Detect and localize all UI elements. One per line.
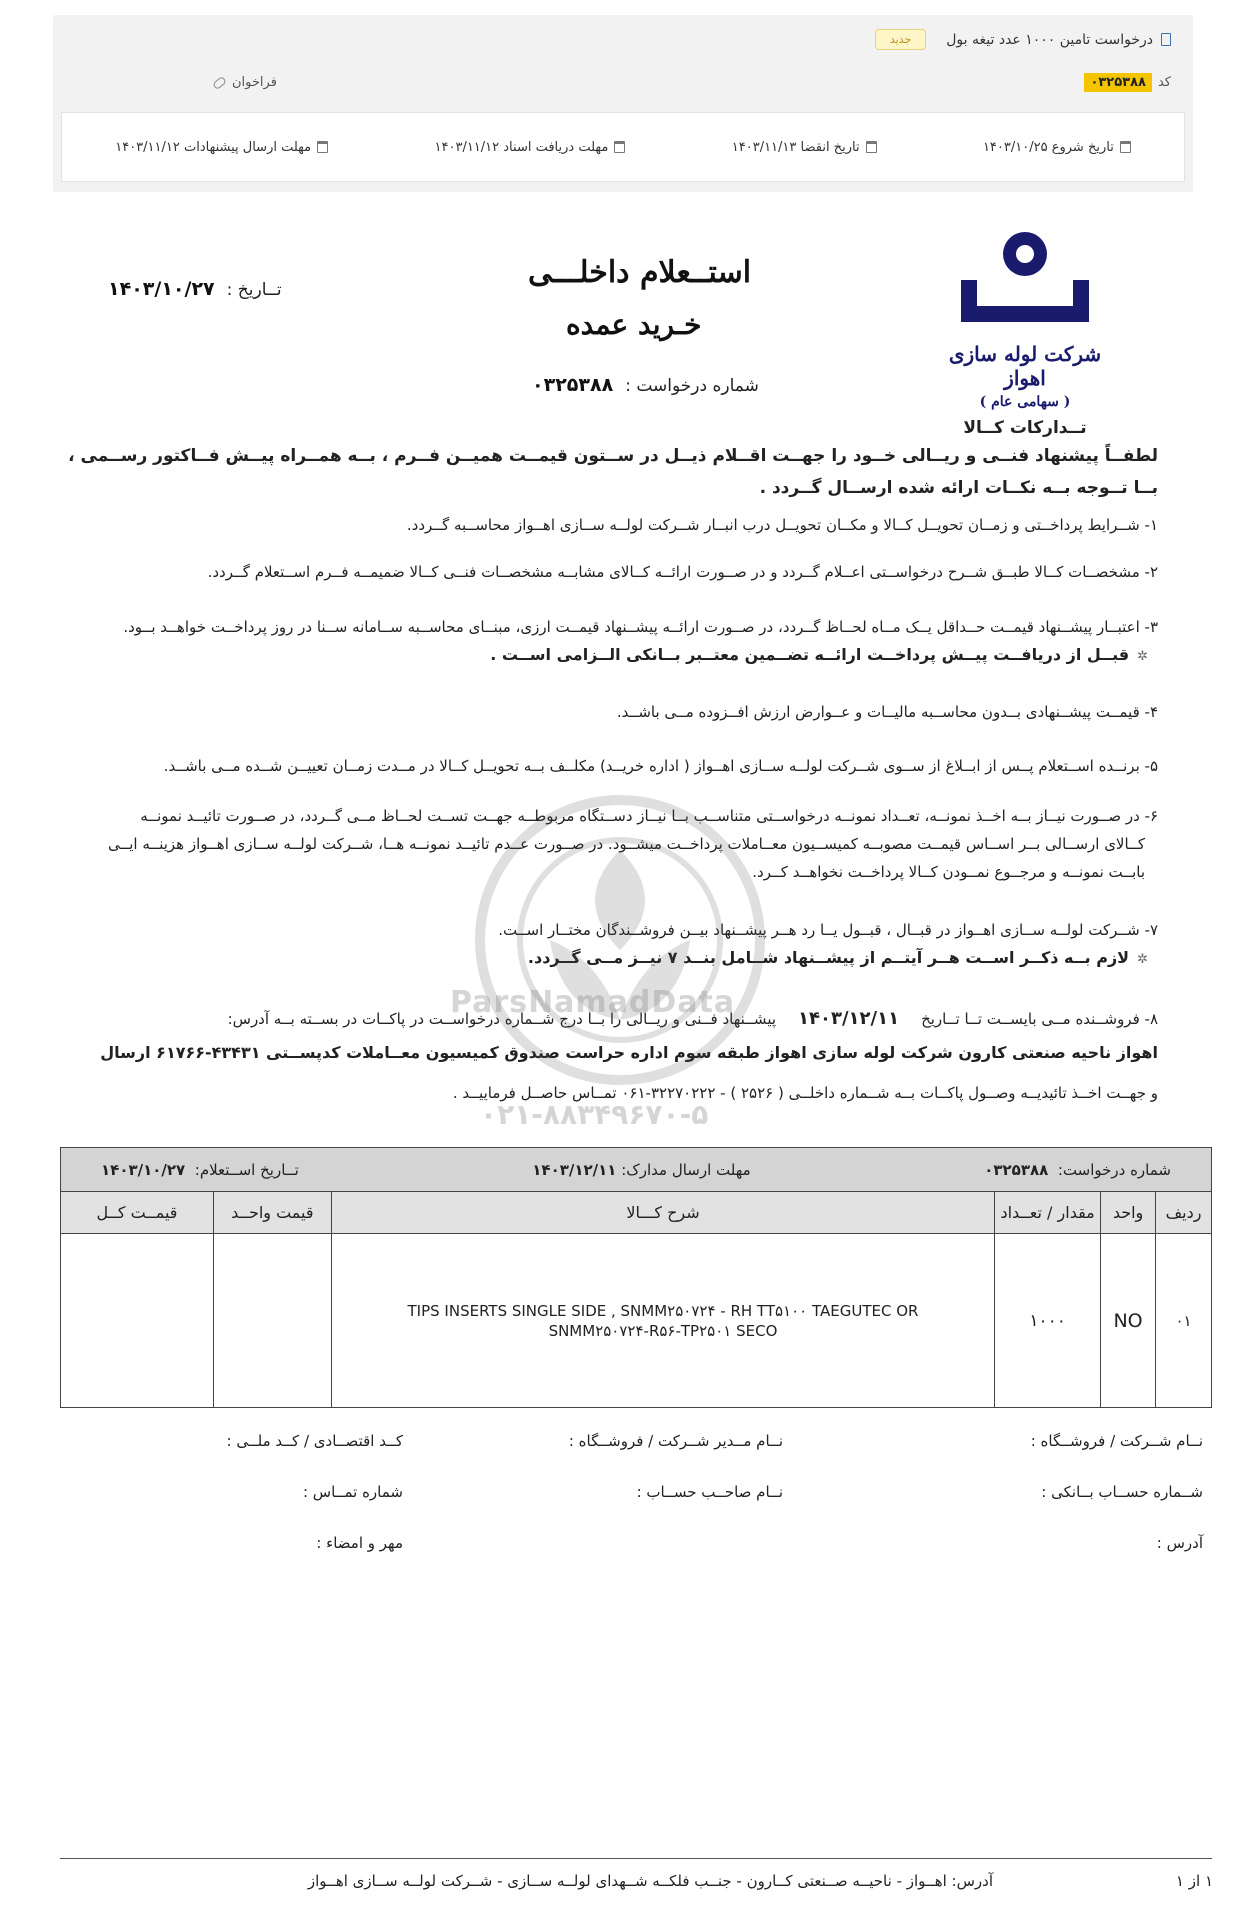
- cell-qty: ۱۰۰۰: [995, 1234, 1101, 1408]
- field-seal: مهر و امضاء :: [316, 1534, 403, 1552]
- field-account-holder: نــام صاحــب حســاب :: [636, 1483, 783, 1501]
- letter-date: [108, 278, 282, 300]
- col-row: ردیف: [1156, 1192, 1212, 1234]
- condition-8-line-3: و جهــت اخــذ تائیدیــه وصــول پاکــات بــه شــماره داخلــی ( ۲۵۲۶ ) - ۳۲۲۷۰۲۲۲-۰۶۱ تمــاس حاصــل فرماییــد .: [452, 1084, 1158, 1102]
- expire-date-text: تاریخ انقضا ۱۴۰۳/۱۱/۱۳: [731, 139, 860, 155]
- new-badge: جدید: [875, 29, 926, 50]
- start-date-text: تاریخ شروع ۱۴۰۳/۱۰/۲۵: [982, 139, 1114, 155]
- table-row: [61, 1234, 1212, 1408]
- watermark-text: ParsNamadData: [450, 985, 736, 1020]
- bullet-icon: ✲: [1137, 952, 1148, 967]
- col-unit-price: قیمت واحــد: [213, 1192, 331, 1234]
- condition-8-text-a: ۸- فروشــنده مــی بایســت تــا تــاریخ: [921, 1010, 1158, 1028]
- cell-unit: NO: [1101, 1234, 1156, 1408]
- request-number: [532, 374, 759, 396]
- footer-divider: [60, 1858, 1212, 1859]
- field-econ-code: کــد اقتصــادی / کــد ملــی :: [226, 1432, 403, 1450]
- page-number: ۱ از ۱: [1175, 1872, 1213, 1890]
- items-table: [60, 1147, 1212, 1408]
- table-meta-row: [61, 1148, 1212, 1192]
- col-total-price: قیمــت کــل: [61, 1192, 214, 1234]
- field-address: آدرس :: [1156, 1534, 1203, 1552]
- condition-3-note-text: قبــل از دریافــت پیــش پرداخــت ارائــه تضــمین معتــبر بــانکی الــزامی اســت .: [490, 645, 1130, 664]
- col-desc: شرح کـــالا: [331, 1192, 994, 1234]
- date-label: تــاریخ :: [226, 280, 282, 300]
- condition-7-note: [528, 943, 1148, 975]
- condition-6-line-1: ۶- در صــورت نیــاز بــه اخــذ نمونــه، تعــداد نمونــه درخواســتی متناســب بــا نیــاز دســتگاه مربوطــه جهــت تســت لحــاظ مــی گــردد، در صــورت تائیــد نمونــه: [140, 807, 1158, 825]
- table-inquiry-date: [101, 1161, 299, 1179]
- condition-8-text-b: پیشــنهاد فــنی و ریــالی را بــا درج شــماره درخواســت در پاکــات در بســته بــه آدرس:: [227, 1010, 777, 1028]
- field-bank-account: شــماره حســاب بــانکی :: [1041, 1483, 1203, 1501]
- col-unit: واحد: [1101, 1192, 1156, 1234]
- doc-deadline-text: مهلت دریافت اسناد ۱۴۰۳/۱۱/۱۲: [434, 139, 609, 155]
- desc-line-2: SNMM۲۵۰۷۲۴-R۵۶-TP۲۵۰۱ SECO: [548, 1321, 778, 1340]
- code-value: ۰۳۲۵۳۸۸: [1084, 73, 1152, 92]
- call-label: فراخوان: [232, 75, 277, 90]
- condition-7: ۷- شــرکت لولــه ســازی اهــواز در قبــال ، قبــول یــا رد هــر پیشــنهاد بیــن فروشــندگان مختــار اســت.: [498, 921, 1158, 939]
- table-meta-cell: [61, 1148, 1212, 1192]
- request-no-label: شماره درخواست :: [625, 376, 759, 396]
- cell-desc: [331, 1234, 994, 1408]
- condition-8-line-2: اهواز ناحیه صنعتی کارون شرکت لوله سازی اهواز طبقه سوم اداره حراست صندوق کمیسیون معــاملات کدپســتی ۴۳۴۳۱-۶۱۷۶۶ ارسال: [100, 1043, 1158, 1062]
- footer-address: آدرس: اهــواز - ناحیــه صــنعتی کــارون - جنــب فلکــه شــهدای لولــه ســازی - شــرکت لولــه ســازی اهــواز: [307, 1872, 993, 1890]
- date-value: ۱۴۰۳/۱۰/۲۷: [108, 278, 215, 300]
- condition-7-note-text: لازم بــه ذکــر اســت هــر آیتــم از پیشــنهاد شــامل بنــد ۷ نیــز مــی گــردد.: [527, 948, 1130, 967]
- condition-3-note: [490, 640, 1148, 672]
- cell-unit-price[interactable]: [213, 1234, 331, 1408]
- company-logo: [940, 222, 1110, 438]
- table-meta: [61, 1161, 1211, 1179]
- cell-row: ۰۱: [1156, 1234, 1212, 1408]
- table-deadline-label: مهلت ارسال مدارک:: [621, 1160, 751, 1179]
- col-qty: مقدار / تعــداد: [995, 1192, 1101, 1234]
- condition-8-date: ۱۴۰۳/۱۲/۱۱: [798, 1008, 900, 1029]
- desc-line-1: TIPS INSERTS SINGLE SIDE , SNMM۲۵۰۷۲۴ - RH TT۵۱۰۰ TAEGUTEC OR: [407, 1301, 919, 1320]
- tender-title[interactable]: درخواست تامین ۱۰۰۰ عدد تیغه بول: [946, 31, 1153, 48]
- table-request-no-value: ۰۳۲۵۳۸۸: [984, 1160, 1049, 1179]
- field-company: نــام شــرکت / فروشــگاه :: [1030, 1432, 1203, 1450]
- offer-deadline-text: مهلت ارسال پیشنهادات ۱۴۰۳/۱۱/۱۲: [115, 139, 312, 155]
- condition-1: ۱- شــرایط پرداخــتی و زمــان تحویــل کــالا و مکــان تحویــل درب انبــار شــرکت لولــه ســازی اهــواز محاســبه گــردد.: [406, 516, 1158, 534]
- condition-4: ۴- قیمــت پیشــنهادی بــدون محاســبه مالیــات و عــوارض ارزش افــزوده مــی باشــد.: [616, 703, 1158, 721]
- condition-6-line-3: بابــت نمونــه و مرجــوع نمــودن کــالا پرداخــت نخواهــد کــرد.: [752, 863, 1145, 881]
- bullet-icon: ✲: [1137, 649, 1148, 664]
- table-request-no: [984, 1161, 1171, 1179]
- condition-5: ۵- برنــده اســتعلام پــس از ابــلاغ از ســوی شــرکت لولــه ســازی اهــواز ( اداره خریــد) مکلــف بــه تحویــل کــالا در مــدت زمــان تعییــن شــده مــی باشــد.: [163, 757, 1158, 775]
- watermark-phone: ۰۲۱-۸۸۳۴۹۶۷۰-۵: [480, 1098, 709, 1131]
- department: تــدارکات کــالا: [963, 418, 1087, 438]
- intro-paragraph: لطفــاً پیشنهاد فنــی و ریــالی خــود را جهــت اقــلام ذیــل در ســتون قیمــت همیــن فــرم ، بــه همــراه پیــش فــاکتور رســمی ، بــا تــوجه بــه نکــات ارائه شده ارســال گــردد .: [68, 446, 1158, 498]
- table-inquiry-date-value: ۱۴۰۳/۱۰/۲۷: [101, 1160, 186, 1179]
- table-header-row: [61, 1192, 1212, 1234]
- field-phone: شماره تمــاس :: [302, 1483, 403, 1501]
- table-deadline-value: ۱۴۰۳/۱۲/۱۱: [532, 1160, 617, 1179]
- code-label: کد: [1157, 75, 1171, 90]
- condition-3: ۳- اعتبــار پیشــنهاد قیمــت حــداقل یــک مــاه لحــاظ گــردد، در صــورت ارائــه پیشــنهاد قیمــت ارزی، مبنــای محاســبه ســامانه ســنا در روز پرداخــت خواهــد بــود.: [123, 618, 1158, 636]
- company-name: شرکت لوله سازی اهواز: [948, 342, 1102, 390]
- company-emblem-icon: [955, 222, 1095, 332]
- doc-subtitle: خـرید عمده: [566, 308, 702, 341]
- table-deadline: [532, 1161, 750, 1179]
- table-request-no-label: شماره درخواست:: [1057, 1160, 1171, 1179]
- condition-6-line-2: کــالای ارســالی بــر اســاس قیمــت مصوبــه کمیســیون معــاملات پرداخــت میشــود. در صــورت عــدم تائیــد نمونــه هــا، شــرکت لولــه ســازی اهــواز هزینــه ایــی: [107, 835, 1145, 853]
- cell-total-price[interactable]: [61, 1234, 214, 1408]
- company-type: ( سهامی عام ): [979, 394, 1071, 410]
- condition-2: ۲- مشخصــات کــالا طبــق شــرح درخواســتی اعــلام گــردد و در صــورت ارائــه کــالای مشابــه مشخصــات فنــی کــالا ضمیمــه فــرم اســتعلام گــردد.: [207, 563, 1158, 581]
- table-inquiry-date-label: تــاریخ اســتعلام:: [194, 1160, 299, 1179]
- doc-title: استــعلام داخلـــی: [528, 255, 752, 290]
- field-manager: نــام مــدیر شــرکت / فروشــگاه :: [568, 1432, 783, 1450]
- request-no-value: ۰۳۲۵۳۸۸: [532, 374, 614, 396]
